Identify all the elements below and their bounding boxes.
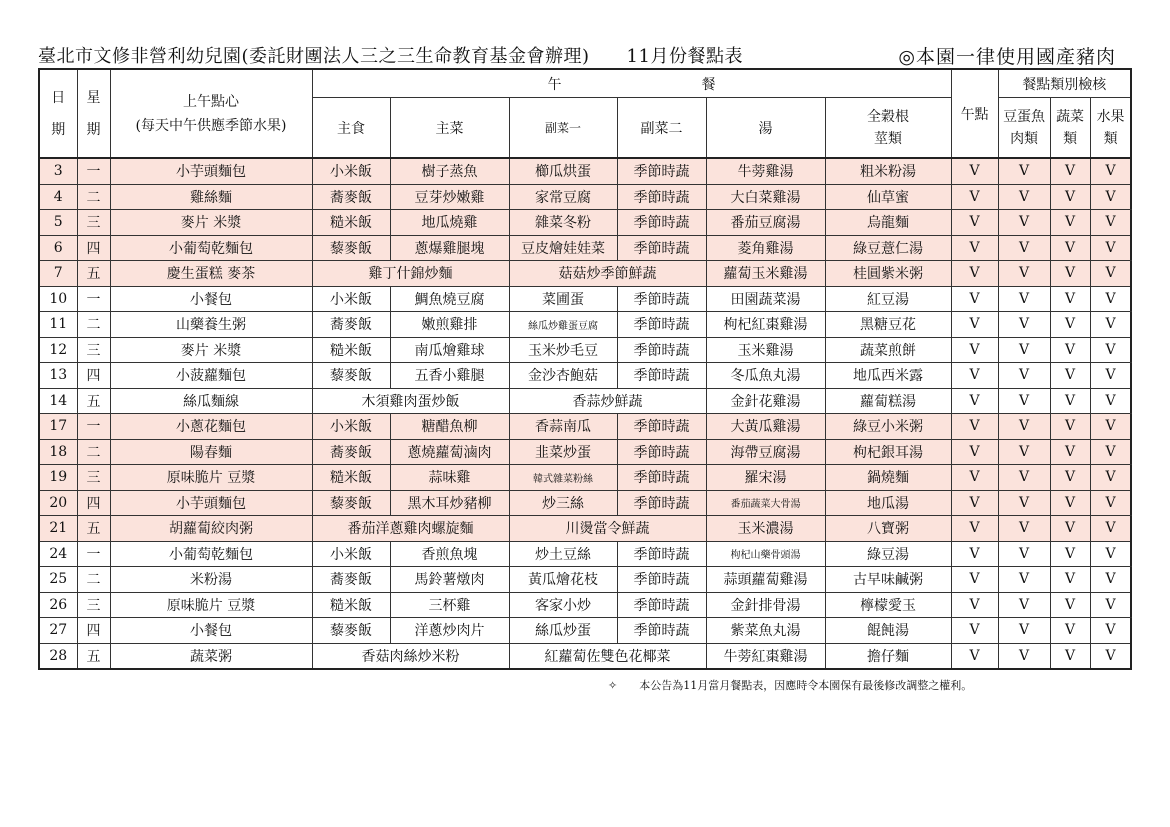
- side2-cell: 季節時蔬: [617, 567, 706, 593]
- soup-cell: 大白菜雞湯: [706, 184, 825, 210]
- check-grain-cell: V: [951, 312, 998, 338]
- weekday-cell: 一: [77, 158, 110, 184]
- check-fruit-cell: V: [1090, 184, 1131, 210]
- table-row: [39, 490, 1131, 516]
- menu-body: [39, 158, 1131, 669]
- check-vegetable-cell: V: [1050, 439, 1090, 465]
- date-cell: 4: [39, 184, 77, 210]
- table-row: [39, 439, 1131, 465]
- check-grain-cell: V: [951, 363, 998, 389]
- afternoon-snack-cell: 桂圓紫米粥: [825, 261, 951, 287]
- morning-snack-cell: 小蔥花麵包: [110, 414, 312, 440]
- date-cell: 13: [39, 363, 77, 389]
- soup-cell: 金針排骨湯: [706, 592, 825, 618]
- afternoon-snack-cell: 綠豆小米粥: [825, 414, 951, 440]
- table-row: [39, 388, 1131, 414]
- title-row: [38, 42, 1130, 66]
- check-grain-cell: V: [951, 235, 998, 261]
- check-grain-cell: V: [951, 567, 998, 593]
- side2-cell: 季節時蔬: [617, 235, 706, 261]
- morning-snack-cell: 陽春麵: [110, 439, 312, 465]
- soup-cell: 菱角雞湯: [706, 235, 825, 261]
- side1-cell: 豆皮燴娃娃菜: [509, 235, 617, 261]
- morning-snack-cell: 小芋頭麵包: [110, 158, 312, 184]
- check-protein-cell: V: [998, 312, 1050, 338]
- table-row: [39, 516, 1131, 542]
- check-protein-cell: V: [998, 261, 1050, 287]
- check-grain-cell: V: [951, 337, 998, 363]
- check-vegetable-cell: V: [1050, 618, 1090, 644]
- soup-cell: 牛蒡雞湯: [706, 158, 825, 184]
- main-dish-cell: 蔥爆雞腿塊: [390, 235, 509, 261]
- check-grain-cell: V: [951, 618, 998, 644]
- date-cell: 28: [39, 643, 77, 669]
- main-dish-cell: 樹子蒸魚: [390, 158, 509, 184]
- side2-cell: 季節時蔬: [617, 312, 706, 338]
- check-protein-cell: V: [998, 235, 1050, 261]
- date-cell: 20: [39, 490, 77, 516]
- table-row: [39, 541, 1131, 567]
- check-fruit-cell: V: [1090, 286, 1131, 312]
- weekday-cell: 二: [77, 312, 110, 338]
- table-row: [39, 184, 1131, 210]
- soup-cell: 番茄蔬菜大骨湯: [706, 490, 825, 516]
- check-fruit-cell: V: [1090, 439, 1131, 465]
- weekday-cell: 二: [77, 439, 110, 465]
- weekday-cell: 五: [77, 261, 110, 287]
- check-fruit-cell: V: [1090, 592, 1131, 618]
- table-row: [39, 337, 1131, 363]
- morning-snack-cell: 蔬菜粥: [110, 643, 312, 669]
- check-fruit-cell: V: [1090, 414, 1131, 440]
- afternoon-snack-cell: 蘿蔔糕湯: [825, 388, 951, 414]
- soup-cell: 枸杞紅棗雞湯: [706, 312, 825, 338]
- date-cell: 17: [39, 414, 77, 440]
- table-row: [39, 592, 1131, 618]
- side2-cell: 季節時蔬: [617, 158, 706, 184]
- afternoon-snack-cell: 綠豆薏仁湯: [825, 235, 951, 261]
- soup-cell: 冬瓜魚丸湯: [706, 363, 825, 389]
- soup-cell: 牛蒡紅棗雞湯: [706, 643, 825, 669]
- side-dishes-merged-cell: 香蒜炒鮮蔬: [509, 388, 706, 414]
- morning-snack-header: 上午點心 (每天中午供應季節水果): [110, 69, 312, 158]
- check-protein-cell: V: [998, 363, 1050, 389]
- check-vegetable-cell: V: [1050, 465, 1090, 491]
- table-row: [39, 210, 1131, 236]
- check-vegetable-cell: V: [1050, 490, 1090, 516]
- afternoon-snack-cell: 地瓜西米露: [825, 363, 951, 389]
- morning-snack-cell: 絲瓜麵線: [110, 388, 312, 414]
- staple-main-merged-cell: 木須雞肉蛋炒飯: [312, 388, 509, 414]
- side2-cell: 季節時蔬: [617, 363, 706, 389]
- check-protein-header: 豆蛋魚 肉類: [998, 98, 1050, 159]
- staple-cell: 藜麥飯: [312, 363, 390, 389]
- check-protein-cell: V: [998, 567, 1050, 593]
- soup-cell: 玉米濃湯: [706, 516, 825, 542]
- main-dish-cell: 馬鈴薯燉肉: [390, 567, 509, 593]
- table-row: [39, 312, 1131, 338]
- check-fruit-cell: V: [1090, 516, 1131, 542]
- check-vegetable-cell: V: [1050, 592, 1090, 618]
- side1-header: 副菜一: [509, 98, 617, 159]
- main-dish-cell: 洋蔥炒肉片: [390, 618, 509, 644]
- morning-snack-cell: 麥片 米漿: [110, 210, 312, 236]
- main-dish-cell: 五香小雞腿: [390, 363, 509, 389]
- check-vegetable-cell: V: [1050, 184, 1090, 210]
- table-row: [39, 618, 1131, 644]
- check-grain-cell: V: [951, 414, 998, 440]
- weekday-cell: 五: [77, 516, 110, 542]
- afternoon-snack-cell: 烏龍麵: [825, 210, 951, 236]
- main-dish-cell: 嫩煎雞排: [390, 312, 509, 338]
- check-grain-cell: V: [951, 465, 998, 491]
- check-protein-cell: V: [998, 643, 1050, 669]
- date-cell: 24: [39, 541, 77, 567]
- check-vegetable-cell: V: [1050, 210, 1090, 236]
- check-vegetable-cell: V: [1050, 312, 1090, 338]
- page-title: 臺北市文修非營利幼兒園(委託財團法人三之三生命教育基金會辦理) 11月份餐點表: [38, 46, 743, 67]
- date-cell: 25: [39, 567, 77, 593]
- date-cell: 12: [39, 337, 77, 363]
- weekday-cell: 五: [77, 643, 110, 669]
- main-dish-cell: 蔥燒蘿蔔滷肉: [390, 439, 509, 465]
- soup-cell: 蒜頭蘿蔔雞湯: [706, 567, 825, 593]
- date-cell: 3: [39, 158, 77, 184]
- morning-snack-cell: 小芋頭麵包: [110, 490, 312, 516]
- check-fruit-cell: V: [1090, 363, 1131, 389]
- check-protein-cell: V: [998, 439, 1050, 465]
- side-dishes-merged-cell: 川燙當令鮮蔬: [509, 516, 706, 542]
- check-grain-cell: V: [951, 286, 998, 312]
- main-dish-cell: 三杯雞: [390, 592, 509, 618]
- morning-snack-cell: 胡蘿蔔絞肉粥: [110, 516, 312, 542]
- date-cell: 18: [39, 439, 77, 465]
- weekday-cell: 二: [77, 567, 110, 593]
- weekday-cell: 三: [77, 465, 110, 491]
- check-vegetable-cell: V: [1050, 158, 1090, 184]
- main-dish-cell: 地瓜燒雞: [390, 210, 509, 236]
- morning-snack-cell: 麥片 米漿: [110, 337, 312, 363]
- main-dish-header: 主菜: [390, 98, 509, 159]
- check-vegetable-cell: V: [1050, 567, 1090, 593]
- date-cell: 27: [39, 618, 77, 644]
- check-protein-cell: V: [998, 414, 1050, 440]
- check-grain-cell: V: [951, 592, 998, 618]
- table-row: [39, 158, 1131, 184]
- side1-cell: 絲瓜炒雞蛋豆腐: [509, 312, 617, 338]
- weekday-cell: 三: [77, 592, 110, 618]
- side1-cell: 香蒜南瓜: [509, 414, 617, 440]
- soup-cell: 玉米雞湯: [706, 337, 825, 363]
- weekday-cell: 五: [77, 388, 110, 414]
- afternoon-snack-cell: 黑糖豆花: [825, 312, 951, 338]
- staple-cell: 藜麥飯: [312, 618, 390, 644]
- side-dishes-merged-cell: 紅蘿蔔佐雙色花椰菜: [509, 643, 706, 669]
- staple-cell: 蕎麥飯: [312, 567, 390, 593]
- side1-cell: 菜圃蛋: [509, 286, 617, 312]
- menu-table: [38, 68, 1132, 670]
- afternoon-snack-cell: 檸檬愛玉: [825, 592, 951, 618]
- weekday-cell: 一: [77, 414, 110, 440]
- check-protein-cell: V: [998, 388, 1050, 414]
- soup-header: 湯: [706, 98, 825, 159]
- staple-cell: 糙米飯: [312, 210, 390, 236]
- staple-cell: 小米飯: [312, 541, 390, 567]
- side1-cell: 金沙杏鮑菇: [509, 363, 617, 389]
- check-protein-cell: V: [998, 516, 1050, 542]
- afternoon-snack-cell: 地瓜湯: [825, 490, 951, 516]
- side2-cell: 季節時蔬: [617, 184, 706, 210]
- side1-cell: 家常豆腐: [509, 184, 617, 210]
- side2-cell: 季節時蔬: [617, 414, 706, 440]
- staple-main-merged-cell: 雞丁什錦炒麵: [312, 261, 509, 287]
- side1-cell: 炒土豆絲: [509, 541, 617, 567]
- check-fruit-cell: V: [1090, 388, 1131, 414]
- staple-cell: 小米飯: [312, 158, 390, 184]
- check-grain-cell: V: [951, 210, 998, 236]
- date-cell: 11: [39, 312, 77, 338]
- check-protein-cell: V: [998, 210, 1050, 236]
- check-protein-cell: V: [998, 337, 1050, 363]
- side2-cell: 季節時蔬: [617, 337, 706, 363]
- side2-cell: 季節時蔬: [617, 286, 706, 312]
- staple-cell: 藜麥飯: [312, 490, 390, 516]
- table-row: [39, 261, 1131, 287]
- side2-cell: 季節時蔬: [617, 618, 706, 644]
- side2-cell: 季節時蔬: [617, 465, 706, 491]
- main-dish-cell: 鯛魚燒豆腐: [390, 286, 509, 312]
- weekday-cell: 四: [77, 490, 110, 516]
- side2-cell: 季節時蔬: [617, 439, 706, 465]
- check-fruit-cell: V: [1090, 312, 1131, 338]
- table-row: [39, 567, 1131, 593]
- morning-snack-cell: 小菠蘿麵包: [110, 363, 312, 389]
- check-fruit-cell: V: [1090, 210, 1131, 236]
- check-fruit-cell: V: [1090, 465, 1131, 491]
- date-cell: 21: [39, 516, 77, 542]
- morning-snack-cell: 小葡萄乾麵包: [110, 235, 312, 261]
- afternoon-snack-cell: 粗米粉湯: [825, 158, 951, 184]
- check-protein-cell: V: [998, 490, 1050, 516]
- soup-cell: 金針花雞湯: [706, 388, 825, 414]
- main-dish-cell: 蒜味雞: [390, 465, 509, 491]
- check-grain-cell: V: [951, 439, 998, 465]
- afternoon-snack-cell: 紅豆湯: [825, 286, 951, 312]
- weekday-cell: 三: [77, 210, 110, 236]
- side1-cell: 玉米炒毛豆: [509, 337, 617, 363]
- check-protein-cell: V: [998, 465, 1050, 491]
- check-vegetable-cell: V: [1050, 261, 1090, 287]
- staple-cell: 糙米飯: [312, 465, 390, 491]
- date-header: 日 期: [39, 69, 77, 158]
- staple-main-merged-cell: 番茄洋蔥雞肉螺旋麵: [312, 516, 509, 542]
- check-grain-header: 全穀根 莖類: [825, 98, 951, 159]
- side2-cell: 季節時蔬: [617, 490, 706, 516]
- afternoon-snack-cell: 鍋燒麵: [825, 465, 951, 491]
- soup-cell: 田園蔬菜湯: [706, 286, 825, 312]
- morning-snack-cell: 小餐包: [110, 286, 312, 312]
- side-dishes-merged-cell: 菇菇炒季節鮮蔬: [509, 261, 706, 287]
- lunch-header: 午 餐: [312, 69, 951, 98]
- check-fruit-cell: V: [1090, 235, 1131, 261]
- date-cell: 6: [39, 235, 77, 261]
- morning-snack-cell: 慶生蛋糕 麥茶: [110, 261, 312, 287]
- staple-header: 主食: [312, 98, 390, 159]
- check-fruit-cell: V: [1090, 567, 1131, 593]
- staple-cell: 小米飯: [312, 414, 390, 440]
- check-protein-cell: V: [998, 286, 1050, 312]
- check-protein-cell: V: [998, 592, 1050, 618]
- morning-snack-cell: 小葡萄乾麵包: [110, 541, 312, 567]
- weekday-cell: 四: [77, 618, 110, 644]
- date-cell: 10: [39, 286, 77, 312]
- check-protein-cell: V: [998, 541, 1050, 567]
- soup-cell: 海帶豆腐湯: [706, 439, 825, 465]
- check-vegetable-cell: V: [1050, 235, 1090, 261]
- date-cell: 7: [39, 261, 77, 287]
- side1-cell: 韓式雜菜粉絲: [509, 465, 617, 491]
- side2-header: 副菜二: [617, 98, 706, 159]
- afternoon-snack-cell: 仙草蜜: [825, 184, 951, 210]
- footer-note: ✧ 本公告為11月當月餐點表，因應時令本園保有最後修改調整之權利。: [608, 679, 973, 692]
- staple-cell: 蕎麥飯: [312, 184, 390, 210]
- check-grain-cell: V: [951, 158, 998, 184]
- side1-cell: 韭菜炒蛋: [509, 439, 617, 465]
- side1-cell: 黃瓜燴花枝: [509, 567, 617, 593]
- check-vegetable-cell: V: [1050, 643, 1090, 669]
- staple-cell: 糙米飯: [312, 337, 390, 363]
- morning-snack-cell: 小餐包: [110, 618, 312, 644]
- check-protein-cell: V: [998, 618, 1050, 644]
- afternoon-snack-cell: 蔬菜煎餅: [825, 337, 951, 363]
- weekday-cell: 三: [77, 337, 110, 363]
- check-vegetable-cell: V: [1050, 286, 1090, 312]
- morning-snack-cell: 米粉湯: [110, 567, 312, 593]
- check-grain-cell: V: [951, 643, 998, 669]
- table-row: [39, 465, 1131, 491]
- check-vegetable-cell: V: [1050, 516, 1090, 542]
- main-dish-cell: 豆芽炒嫩雞: [390, 184, 509, 210]
- check-protein-cell: V: [998, 158, 1050, 184]
- side1-cell: 雜菜冬粉: [509, 210, 617, 236]
- check-fruit-cell: V: [1090, 618, 1131, 644]
- side2-cell: 季節時蔬: [617, 541, 706, 567]
- weekday-cell: 四: [77, 235, 110, 261]
- morning-snack-cell: 原味脆片 豆漿: [110, 465, 312, 491]
- afternoon-snack-header: 午點: [951, 69, 998, 158]
- check-vegetable-header: 蔬菜 類: [1050, 98, 1090, 159]
- afternoon-snack-cell: 古早味鹹粥: [825, 567, 951, 593]
- date-cell: 5: [39, 210, 77, 236]
- check-header: 餐點類別檢核: [998, 69, 1131, 98]
- check-vegetable-cell: V: [1050, 541, 1090, 567]
- check-grain-cell: V: [951, 541, 998, 567]
- side1-cell: 客家小炒: [509, 592, 617, 618]
- side1-cell: 櫛瓜烘蛋: [509, 158, 617, 184]
- check-vegetable-cell: V: [1050, 363, 1090, 389]
- soup-cell: 羅宋湯: [706, 465, 825, 491]
- check-grain-cell: V: [951, 184, 998, 210]
- check-fruit-cell: V: [1090, 337, 1131, 363]
- check-fruit-cell: V: [1090, 643, 1131, 669]
- afternoon-snack-cell: 擔仔麵: [825, 643, 951, 669]
- date-cell: 19: [39, 465, 77, 491]
- check-fruit-cell: V: [1090, 541, 1131, 567]
- afternoon-snack-cell: 八寶粥: [825, 516, 951, 542]
- main-dish-cell: 糖醋魚柳: [390, 414, 509, 440]
- side1-cell: 炒三絲: [509, 490, 617, 516]
- check-vegetable-cell: V: [1050, 414, 1090, 440]
- date-cell: 26: [39, 592, 77, 618]
- main-dish-cell: 南瓜燴雞球: [390, 337, 509, 363]
- table-row: [39, 363, 1131, 389]
- staple-cell: 糙米飯: [312, 592, 390, 618]
- morning-snack-cell: 原味脆片 豆漿: [110, 592, 312, 618]
- weekday-cell: 四: [77, 363, 110, 389]
- check-fruit-header: 水果 類: [1090, 98, 1131, 159]
- weekday-cell: 二: [77, 184, 110, 210]
- check-fruit-cell: V: [1090, 490, 1131, 516]
- soup-cell: 大黃瓜雞湯: [706, 414, 825, 440]
- check-grain-cell: V: [951, 490, 998, 516]
- soup-cell: 枸杞山藥骨頭湯: [706, 541, 825, 567]
- soup-cell: 紫菜魚丸湯: [706, 618, 825, 644]
- morning-snack-cell: 雞絲麵: [110, 184, 312, 210]
- staple-cell: 藜麥飯: [312, 235, 390, 261]
- date-cell: 14: [39, 388, 77, 414]
- pork-notice: ◎本園一律使用國產豬肉: [898, 46, 1116, 68]
- check-vegetable-cell: V: [1050, 337, 1090, 363]
- check-grain-cell: V: [951, 261, 998, 287]
- check-fruit-cell: V: [1090, 158, 1131, 184]
- side2-cell: 季節時蔬: [617, 592, 706, 618]
- weekday-cell: 一: [77, 286, 110, 312]
- staple-cell: 蕎麥飯: [312, 312, 390, 338]
- check-grain-cell: V: [951, 388, 998, 414]
- check-protein-cell: V: [998, 184, 1050, 210]
- soup-cell: 蘿蔔玉米雞湯: [706, 261, 825, 287]
- main-dish-cell: 香煎魚塊: [390, 541, 509, 567]
- staple-cell: 小米飯: [312, 286, 390, 312]
- check-vegetable-cell: V: [1050, 388, 1090, 414]
- main-dish-cell: 黑木耳炒豬柳: [390, 490, 509, 516]
- afternoon-snack-cell: 綠豆湯: [825, 541, 951, 567]
- weekday-cell: 一: [77, 541, 110, 567]
- afternoon-snack-cell: 餛飩湯: [825, 618, 951, 644]
- check-fruit-cell: V: [1090, 261, 1131, 287]
- morning-snack-cell: 山藥養生粥: [110, 312, 312, 338]
- table-row: [39, 235, 1131, 261]
- check-grain-cell: V: [951, 516, 998, 542]
- staple-cell: 蕎麥飯: [312, 439, 390, 465]
- table-row: [39, 643, 1131, 669]
- table-row: [39, 286, 1131, 312]
- afternoon-snack-cell: 枸杞銀耳湯: [825, 439, 951, 465]
- table-row: [39, 414, 1131, 440]
- weekday-header: 星 期: [77, 69, 110, 158]
- side1-cell: 絲瓜炒蛋: [509, 618, 617, 644]
- side2-cell: 季節時蔬: [617, 210, 706, 236]
- soup-cell: 番茄豆腐湯: [706, 210, 825, 236]
- staple-main-merged-cell: 香菇肉絲炒米粉: [312, 643, 509, 669]
